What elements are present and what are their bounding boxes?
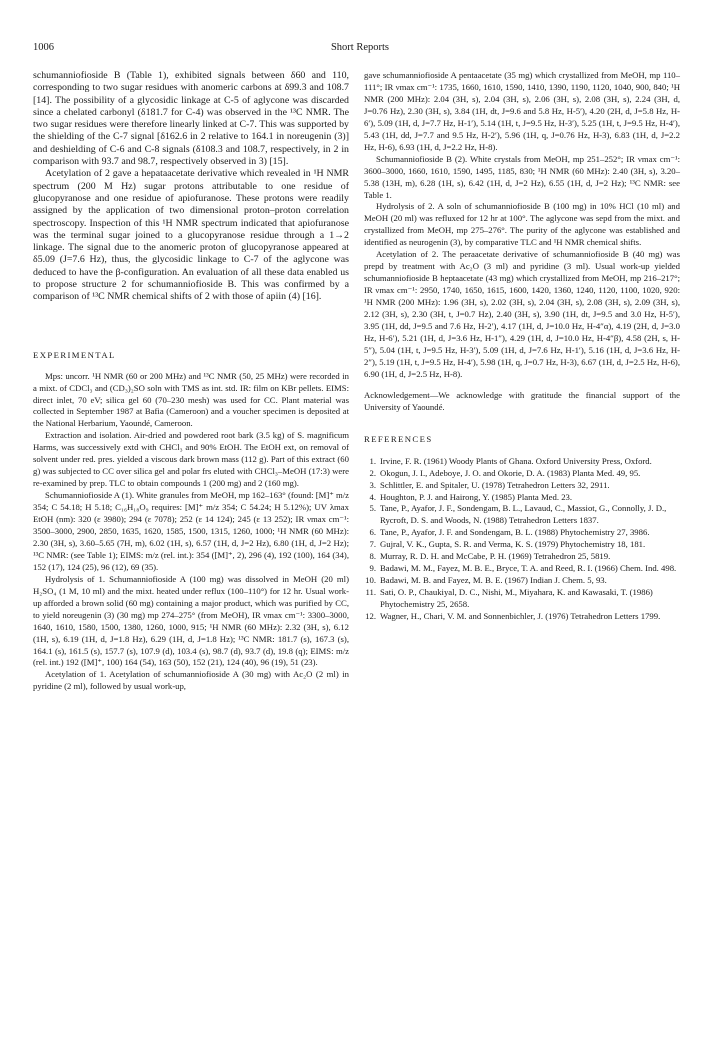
reference-item: 9. Badawi, M. M., Fayez, M. B. E., Bryce, T. A. and Reed, R. I. (1966) Chem. Ind. 498.	[369, 563, 677, 574]
body-paragraph: schumanniofioside B (Table 1), exhibited signals between δ60 and 110, corresponding to two sugar residues with anomeric carbons at δ99.3 and 108.7 [14]. The possibility of a glycosidic linkage at C-5 of aglycone was discarded since a chelated carbonyl (δ181.7 for C-4) was observed in the ¹³C NMR. The two sugar residues were therefore linearly linked at C-7. This was supported by the shielding of the C-7 signal [δ162.6 in 2 relative to 164.1 in noreugenin (3)] and deshielding of C-6 and C-8 signals (δ108.3 and 108.7, respectively, in 2 in comparison with 93.7 and 98.7, respectively observed in 3) [15].	[33, 70, 349, 168]
reference-item: 4. Houghton, P. J. and Hairong, Y. (1985) Planta Med. 23.	[369, 491, 573, 502]
experimental-paragraph: Extraction and isolation. Air-dried and powdered root bark (3.5 kg) of S. magnificum Harms, was successively extd with CHCl₃ and 90% EtOH. The EtOH ext, on removal of solvent under red. pres. yielded a viscous dark brown mass (112 g). Part of this extract (60 g) was subjected to CC over silica gel and polar frs eluted with CHCl₃–MeOH (17:3) were re-examined by prep. TLC to obtain compounds 1 (200 mg) and 2 (160 mg).	[33, 430, 349, 489]
acknowledgement: Acknowledgement—We acknowledge with gratitude the financial support of the University of Yaoundé.	[364, 389, 680, 412]
references-heading: REFERENCES	[364, 433, 433, 444]
experimental-paragraph: Hydrolysis of 1. Schumanniofioside A (100 mg) was dissolved in MeOH (20 ml) H₂SO₄ (1 M, 10 ml) and the mixt. heated under reflux (100–110°) for 12 hr. Usual work-up afforded a brown solid (60 mg) containing a major product, which was purified by CC, to yield noreugenin (3) (30 mg) mp 274–275° (from MeOH), IR νmax cm⁻¹: 3300–3000, 1640, 1610, 1580, 1500, 1380, 1260, 1000, 915; ¹H NMR (60 MHz): 2.32 (3H, s), 6.12 (1H, s), 6.19 (1H, d, J=1.8 Hz), 6.29 (1H, d, J=1.8 Hz); ¹³C NMR: 181.7 (s), 167.3 (s), 164.1 (s), 161.5 (s), 157.7 (s), 107.9 (d), 103.4 (s), 98.7 (d), 93.7 (d), 19.8 (q); EIMS: m/z (rel. int.) 192 ([M]⁺, 100) 164 (54), 163 (50), 152 (21), 124 (40), 96 (19), 51 (23).	[33, 573, 349, 668]
reference-list	[364, 456, 680, 623]
experimental-paragraph: Schumanniofioside B (2). White crystals from MeOH, mp 251–252°; IR νmax cm⁻¹: 3600–3000, 1660, 1610, 1590, 1495, 1185, 830; ¹H NMR (60 MHz): 2.40 (3H, s), 3.20–5.38 (13H, m), 6.28 (1H, s), 6.42 (1H, d, J=2 Hz), 6.55 (1H, d, J=2 Hz); ¹³C NMR: see Table 1.	[364, 153, 680, 200]
page-number: 1006	[33, 42, 54, 53]
reference-item: 1. Irvine, F. R. (1961) Woody Plants of Ghana. Oxford University Press, Oxford.	[369, 455, 652, 466]
reference-item: 8. Murray, R. D. H. and McCabe, P. H. (1969) Tetrahedron 25, 5819.	[369, 551, 611, 562]
reference-item: 3. Schlittler, E. and Spitaler, U. (1978) Tetrahedron Letters 32, 2911.	[369, 479, 610, 490]
reference-item: 11. Sati, O. P., Chaukiyal, D. C., Nishi, M., Miyahara, K. and Kawasaki, T. (1986) Phytochemistry 25, 2658.	[365, 587, 653, 610]
experimental-heading: EXPERIMENTAL	[33, 349, 116, 360]
reference-item: 2. Okogun, J. I., Adeboye, J. O. and Okorie, D. A. (1983) Planta Med. 49, 95.	[369, 467, 641, 478]
reference-item: 6. Tane, P., Ayafor, J. F. and Sondengam, B. L. (1988) Phytochemistry 27, 3986.	[369, 527, 650, 538]
reference-item: 12. Wagner, H., Chari, V. M. and Sonnenbichler, J. (1976) Tetrahedron Letters 1799.	[365, 611, 661, 622]
left-column	[33, 70, 349, 693]
experimental-paragraph: Hydrolysis of 2. A soln of schumanniofioside B (100 mg) in 10% HCl (10 ml) and MeOH (20 ml) was refluxed for 12 hr at 100°. The aglycone was sepd from the mixt. and crystallized from MeOH, mp 275–276°. The purity of the aglycone was established and identified as neurogenin (3), by comparative TLC and ¹H NMR chemical shifts.	[364, 201, 680, 248]
reference-item: 7. Gujral, V. K., Gupta, S. R. and Verma, K. S. (1979) Phytochemistry 18, 181.	[369, 539, 646, 550]
running-title: Short Reports	[330, 42, 390, 53]
experimental-paragraph: Acetylation of 2. The peraacetate derivative of schumanniofioside B (40 mg) was prepd by treatment with Ac₂O (3 ml) and pyridine (3 ml). Usual work-up yielded schumanniofioside B heptaacetate (43 mg) which crystallized from MeOH, mp 216–217°; IR νmax cm⁻¹: 2950, 1740, 1650, 1615, 1600, 1420, 1360, 1240, 1120, 1100, 1020, 920: ¹H NMR (200 MHz): 1.96 (3H, s), 2.02 (3H, s), 2.04 (3H, s), 2.08 (3H, s), 2.09 (3H, s), 2.12 (3H, s), 2.30 (3H, t, J=0.7 Hz), 2.40 (3H, s), 3.90 (1H, dt, J=9.5 and 3.0 Hz, H-5′), 3.95 (1H, dd, J=9.5 and 7.6 Hz, H-2′), 4.17 (1H, d, J=10.0 Hz, H-4″α), 4.19 (2H, d, J=3.0 Hz, H-6′), 5.21 (1H, d, J=3.6 Hz, H-1″), 4.29 (1H, d, J=10.0 Hz, H-4″β), 4.58 (2H, s, H-5″), 5.04 (1H, t, J=9.5 Hz, H-3′), 5.09 (1H, d, J=7.6 Hz, H-1′), 5.16 (1H, d, J=3.6 Hz, H-2″), 5.19 (1H, t, J=9.5 Hz, H-4′), 5.98 (1H, q, J=0.7 Hz, H-3), 6.67 (1H, d, J=2.5 Hz, H-6), 6.90 (1H, d, J=2.5 Hz, H-8).	[364, 249, 680, 379]
right-column	[364, 70, 680, 623]
reference-item: 10. Badawi, M. B. and Fayez, M. B. E. (1967) Indian J. Chem. 5, 93.	[365, 575, 607, 586]
experimental-paragraph: Mps: uncorr. ¹H NMR (60 or 200 MHz) and ¹³C NMR (50, 25 MHz) were recorded in a mixt. of CDCl₃ and (CD₃)₂SO soln with TMS as int. std. IR: film on KBr pellets. EIMS: direct inlet, 70 eV; silica gel 60 (70–230 mesh) was used for CC. Plant material was collected in September 1987 at Bafia (Cameroon) and a voucher specimen is deposited at the National Herbarium, Yaoundé, Cameroon.	[33, 370, 349, 429]
reference-item: 5. Tane, P., Ayafor, J. F., Sondengam, B. L., Lavaud, C., Massiot, G., Connolly, J. D., Rycroft, D. S. and Woods, N. (1988) Tetrahedron Letters 1837.	[369, 503, 667, 526]
experimental-paragraph: Schumanniofioside A (1). White granules from MeOH, mp 162–163° (found: [M]⁺ m/z 354; C 54.18; H 5.18; C₁₆H₁₈O₉ requires: [M]⁺ m/z 354; C 54.24; H 5.12%); UV λmax EtOH (nm): 320 (ε 3980); 294 (ε 7078); 252 (ε 14 124); 245 (ε 13 252); IR νmax cm⁻¹: 3500–3000, 2900, 2850, 1635, 1620, 1585, 1500, 1315, 1260, 1000; ¹H NMR (60 MHz): 2.30 (3H, s), 3.60–5.65 (7H, m), 6.02 (1H, s), 6.57 (1H, d, J=2 Hz), 6.80 (1H, d, J=2 Hz); ¹³C NMR: (see Table 1); EIMS: m/z (rel. int.): 354 ([M]⁺, 2), 296 (4), 192 (100), 164 (34), 152 (17), 124 (25), 96 (12), 69 (35).	[33, 490, 349, 572]
experimental-paragraph: gave schumanniofioside A pentaacetate (35 mg) which crystallized from MeOH, mp 110–111°; IR νmax cm⁻¹: 1735, 1660, 1610, 1590, 1410, 1390, 1190, 1120, 1040, 900, 840; ¹H NMR (200 MHz): 2.04 (3H, s), 2.04 (3H, s), 2.06 (3H, s), 2.08 (3H, s), 2.24 (3H, d, J=0.76 Hz), 2.30 (3H, s), 3.84 (1H, dt, J=9.6 and 5.8 Hz, H-5′), 4.20 (2H, d, J=5.8 Hz, H-6′), 5.09 (1H, d, J=7.7 Hz, H-1′), 5.14 (1H, t, J=9.5 Hz, H-3′), 5.25 (1H, t, J=9.5 Hz, H-4′), 5.43 (1H, dd, J=7.7 and 9.5 Hz, H-2′), 5.96 (1H, q, J=0.76 Hz, H-3), 6.83 (1H, d, J=2.2 Hz, H-6), 6.93 (1H, d, J=2.2 Hz, H-8).	[364, 70, 680, 152]
experimental-paragraph: Acetylation of 1. Acetylation of schumanniofioside A (30 mg) with Ac₂O (2 ml) in pyridine (2 ml), followed by usual work-up,	[33, 669, 349, 692]
body-paragraph: Acetylation of 2 gave a hepataacetate derivative which revealed in ¹H NMR spectrum (200 M Hz) sugar protons attributable to one residue of glucopyranose and one residue of apiofuranose. These protons were readily assigned by the application of two dimensional proton–proton correlation spectroscopy. Inspection of this ¹H NMR spectrum indicated that apiofuranose was the terminal sugar joined to a glucopyranose residue through a 1→2 linkage. The signal due to the anomeric proton of glucopyranose appeared at δ5.09 (J=7.6 Hz), thus, the glycosidic linkage to C-7 of the aglycone was deduced to have the β-configuration. An evaluation of all these data enabled us to propose structure 2 for schumanniofioside B. This was confirmed by a comparison of ¹³C NMR chemical shifts of 2 with those of apiin (4) [16].	[33, 168, 349, 303]
